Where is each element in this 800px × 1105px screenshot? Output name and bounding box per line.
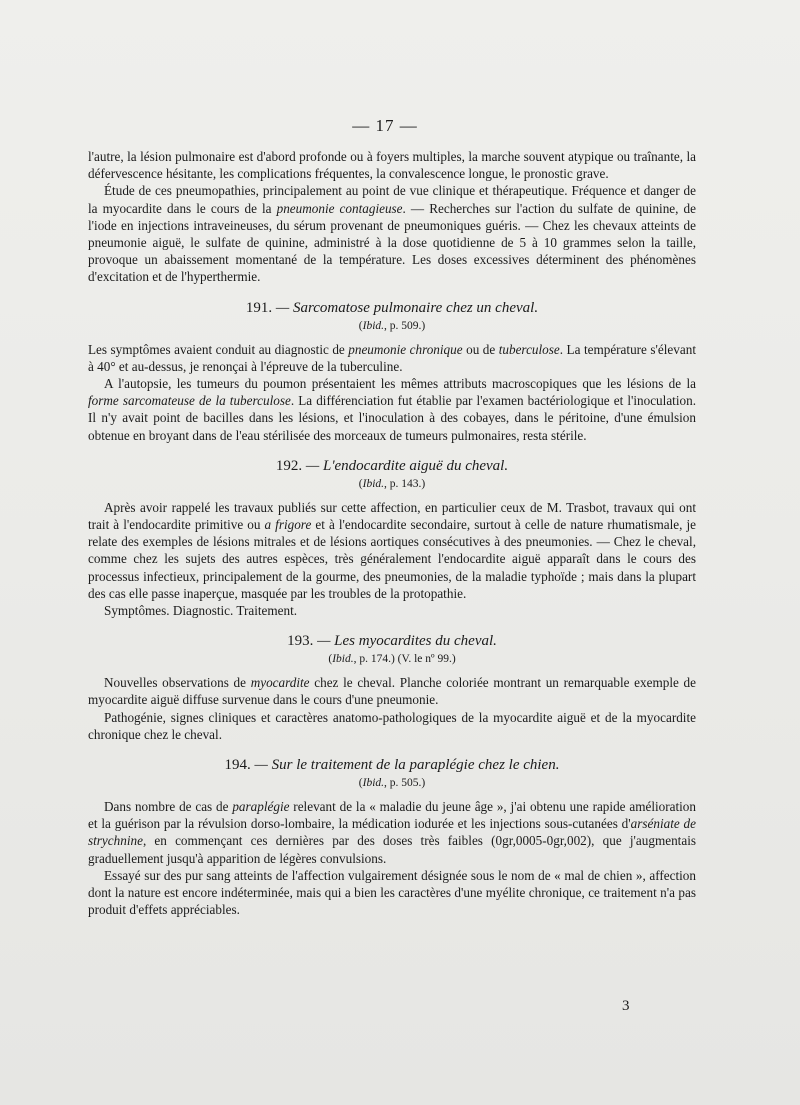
- italic-run: pneumonie chronique: [348, 341, 463, 357]
- entry-192-paragraph-2: Symptômes. Diagnostic. Traitement.: [104, 603, 298, 619]
- text-run: et à l'endocardite secondaire, surtout à celle de nature rhumatismale, je relate des exemples de lésions mitrales et de lésions aortiques consécutives à des pneumonies. — Chez le cheval, comme chez les sujets des autres espèces, très généralement l'endocardite aiguë apparaît dans le cours des processus infectieux, principalement de la gourme, des pneumonies, de la maladie typhoïde ; mais dans la plupart des cas elle passe inaperçue, masquée par les troubles de la protopathie.: [88, 517, 696, 601]
- text-run: , en commençant ces dernières par des doses très faibles (0gr,0005-0gr,002), que j'augmentais graduellement jusqu'à apparition de légères convulsions.: [88, 833, 696, 866]
- entry-number: 194.: [224, 757, 251, 774]
- intro-paragraph-2: [88, 182, 696, 285]
- italic-run: pneumonie contagieuse: [276, 200, 403, 216]
- entry-194-heading: [88, 756, 696, 775]
- entry-number: 193.: [287, 633, 314, 650]
- text-run: Nouvelles observations de: [104, 675, 251, 691]
- ref-ibid: Ibid.: [362, 319, 385, 332]
- entry-191-heading: [88, 299, 696, 318]
- text-run: chez le cheval. Planche coloriée montrant un remarquable exemple de myocardite aiguë diffuse survenue dans le cours d'une pneumonie.: [88, 675, 697, 708]
- entry-number: 191.: [245, 299, 273, 316]
- text-run: Les symptômes avaient conduit au diagnostic de: [88, 341, 349, 357]
- ref-ibid: Ibid.: [362, 477, 385, 490]
- text-run: . — Recherches sur l'action du sulfate de quinine, de l'iode en injections intraveineuses, du sérum provenant de pneumoniques guéris. — Chez les chevaux atteints de pneumonie aiguë, le sulfate de quinine, administré à la dose quotidienne de 5 à 10 grammes selon la taille, provoque un abaissement momentané de la température. Les doses excessives déterminent des phénomènes d'excitation et de l'hyperthermie.: [88, 200, 696, 285]
- text-run: A l'autopsie, les tumeurs du poumon présentaient les mêmes attributs macroscopiques que les lésions de la: [104, 376, 696, 392]
- signature-mark: 3: [622, 998, 630, 1014]
- ref-ibid: Ibid.: [332, 653, 354, 666]
- italic-run: paraplégie: [232, 799, 290, 815]
- entry-193-paragraph-1: [88, 674, 696, 708]
- entry-194-reference: (Ibid., p. 505.): [358, 777, 426, 790]
- entry-number: 192.: [275, 457, 303, 474]
- entry-192-reference: (Ibid., p. 143.): [358, 477, 426, 490]
- entry-194-paragraph-1: [88, 798, 696, 867]
- text-run: ou de: [462, 341, 499, 357]
- entry-193-reference: (Ibid., p. 174.) (V. le nº 99.): [328, 653, 456, 666]
- entry-title: — Sur le traitement de la paraplégie chez le chien.: [254, 757, 560, 774]
- entry-191-paragraph-1: [88, 341, 696, 375]
- italic-run: arséniate de strychnine: [88, 816, 696, 849]
- entry-192-paragraph-1: [88, 499, 696, 602]
- body-text: [88, 148, 696, 919]
- italic-run: tuberculose: [498, 341, 560, 357]
- entry-194-paragraph-2: Essayé sur des pur sang atteints de l'affection vulgairement désignée sous le nom de « mal de chien », affection dont la nature est encore indéterminée, mais qui a bien les caractères d'une myélite chronique, ce traitement n'a pas produit d'effets appréciables.: [88, 867, 696, 918]
- entry-191-paragraph-2: [88, 375, 696, 444]
- entry-193-paragraph-2: Pathogénie, signes cliniques et caractères anatomo-pathologiques de la myocardite aiguë et de la myocardite chronique chez le cheval.: [88, 709, 696, 742]
- text-run: relevant de la « maladie du jeune âge », j'ai obtenu une rapide amélioration et la guérison par la révulsion dorso-lombaire, la médication iodurée et les injections sous-cutanées d': [88, 799, 696, 832]
- ref-pages: , p. 509.): [384, 319, 426, 332]
- italic-run: a frigore: [264, 517, 312, 533]
- entry-191-reference: (Ibid., p. 509.): [358, 319, 426, 332]
- entry-192-heading: [88, 457, 696, 476]
- text-run: Dans nombre de cas de: [104, 799, 233, 815]
- ref-pages: , p. 174.) (V. le nº 99.): [353, 653, 456, 666]
- intro-paragraph-1: l'autre, la lésion pulmonaire est d'abord profonde ou à foyers multiples, la marche souvent atypique ou traînante, la défervescence hésitante, les complications fréquentes, la convalescence longue, le pronostic grave.: [88, 149, 696, 182]
- text-run: Étude de ces pneumopathies, principalement au point de vue clinique et thérapeutique. Fréquence et danger de la myocardite dans le cours de la: [88, 183, 696, 216]
- entry-title: — Les myocardites du cheval.: [317, 633, 497, 650]
- ref-pages: , p. 143.): [384, 477, 426, 490]
- entry-title: — Sarcomatose pulmonaire chez un cheval.: [275, 299, 539, 316]
- text-run: . La température s'élevant à 40° et au-dessus, je renonçai à l'épreuve de la tuberculine.: [88, 341, 696, 374]
- italic-run: myocardite: [250, 675, 310, 691]
- ref-pages: , p. 505.): [384, 777, 426, 790]
- entry-193-heading: [88, 632, 696, 651]
- text-run: . La différenciation fut établie par l'examen bactériologique et l'inoculation. Il n'y avait point de bacilles dans les lésions, et l'inoculation à des cobayes, dans le péritoine, d'une émulsion obtenue en broyant dans de l'eau stérilisée des morceaux de tumeurs pulmonaires, resta stérile.: [88, 393, 696, 443]
- ref-ibid: Ibid.: [362, 777, 385, 790]
- italic-run: forme sarcomateuse de la tuberculose: [88, 393, 291, 409]
- text-run: Après avoir rappelé les travaux publiés sur cette affection, en particulier ceux de M. Trasbot, travaux qui ont trait à l'endocardite primitive ou: [88, 499, 696, 533]
- page-number: — 17 —: [352, 116, 418, 135]
- entry-title: — L'endocardite aiguë du cheval.: [305, 457, 509, 474]
